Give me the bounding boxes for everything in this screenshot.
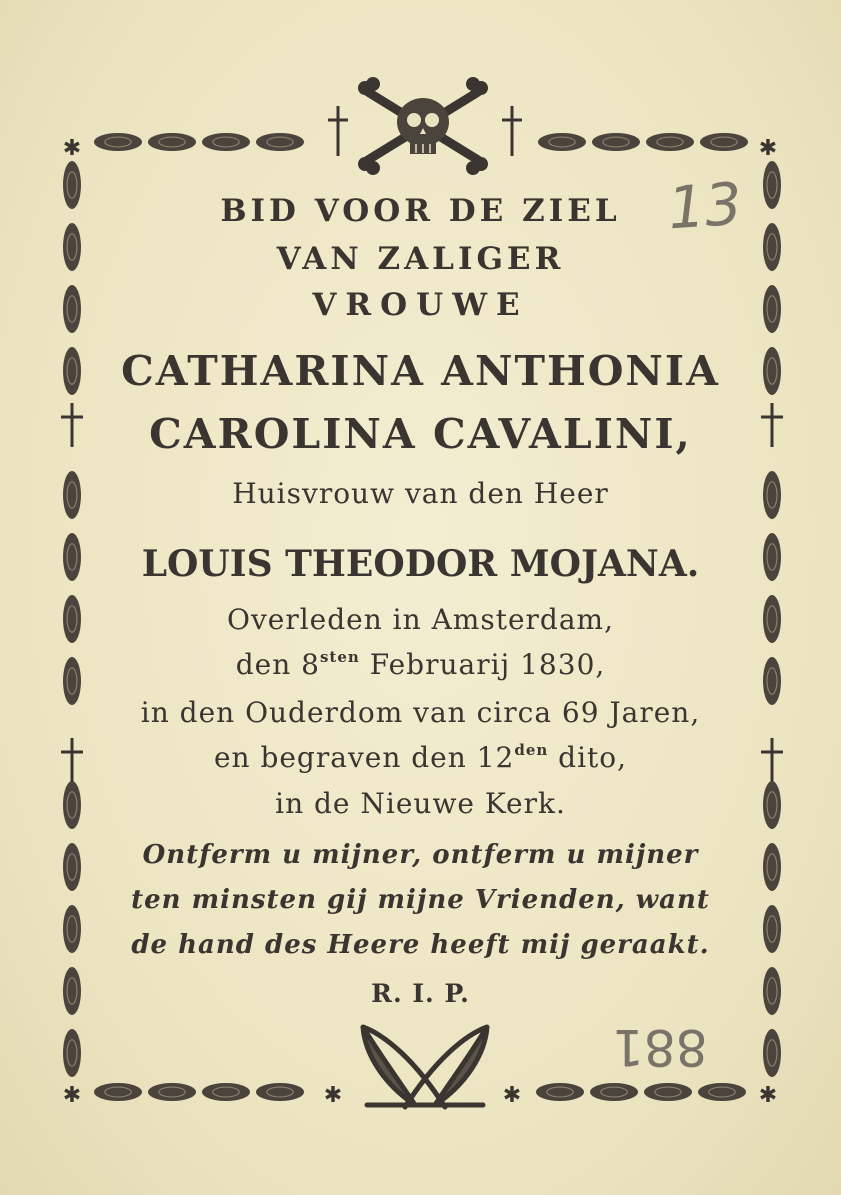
bead-ornament xyxy=(536,1083,584,1101)
burial-date-prefix: en begraven den 12 xyxy=(213,741,515,774)
svg-text:✱: ✱ xyxy=(502,1083,522,1108)
burial-place-line: in de Nieuwe Kerk. xyxy=(275,787,566,820)
deceased-name-line-1: CATHARINA ANTHONIA xyxy=(121,347,720,395)
svg-text:✱: ✱ xyxy=(758,136,778,161)
crossed-scythes-icon xyxy=(363,1027,487,1107)
bead-ornament xyxy=(94,133,142,151)
prayer-line-3: de hand des Heere heeft mij geraakt. xyxy=(131,930,710,960)
death-date-suffix: Februarij 1830, xyxy=(359,648,606,681)
husband-name: LOUIS THEODOR MOJANA. xyxy=(141,543,700,585)
relation-line: Huisvrouw van den Heer xyxy=(232,477,609,510)
death-date-line xyxy=(0,648,841,681)
bead-ornament xyxy=(148,133,196,151)
svg-text:✱: ✱ xyxy=(758,1083,778,1108)
bead-ornament xyxy=(538,133,586,151)
heading-line-3: VROUWE xyxy=(312,287,529,323)
bead-ornament xyxy=(644,1083,692,1101)
bead-ornament xyxy=(256,133,304,151)
bead-ornament xyxy=(202,1083,250,1101)
burial-date-suffix: dito, xyxy=(548,741,628,774)
skull-and-crossbones-icon xyxy=(358,77,488,175)
heading-line-2: VAN ZALIGER xyxy=(276,241,565,277)
bead-ornament xyxy=(592,133,640,151)
burial-date-line xyxy=(0,741,841,774)
bead-ornament xyxy=(763,1029,781,1077)
bead-ornament xyxy=(202,133,250,151)
bead-ornament xyxy=(590,1083,638,1101)
deceased-name-line-2: CAROLINA CAVALINI, xyxy=(149,410,692,458)
svg-text:✱: ✱ xyxy=(62,1083,82,1108)
svg-text:✱: ✱ xyxy=(323,1083,343,1108)
age-line: in den Ouderdom van circa 69 Jaren, xyxy=(140,696,701,729)
bead-ornament xyxy=(94,1083,142,1101)
prayer-line-1: Ontferm u mijner, ontferm u mijner xyxy=(142,840,699,870)
bead-ornament xyxy=(148,1083,196,1101)
bead-ornament xyxy=(698,1083,746,1101)
bead-ornament xyxy=(256,1083,304,1101)
burial-date-ordinal: den xyxy=(514,741,549,759)
death-date-ordinal: sten xyxy=(319,648,360,666)
prayer-line-2: ten minsten gij mijne Vrienden, want xyxy=(131,885,710,915)
bead-ornament xyxy=(646,133,694,151)
rip-line: R. I. P. xyxy=(371,979,470,1008)
svg-text:✱: ✱ xyxy=(62,136,82,161)
death-date-prefix: den 8 xyxy=(235,648,320,681)
bead-ornament xyxy=(63,1029,81,1077)
heading-line-1: BID VOOR DE ZIEL xyxy=(220,193,621,229)
catalog-number-bottom: 881 xyxy=(612,1018,708,1076)
bead-ornament xyxy=(700,133,748,151)
death-place-line: Overleden in Amsterdam, xyxy=(227,603,614,636)
catalog-number-top: 13 xyxy=(665,169,745,243)
